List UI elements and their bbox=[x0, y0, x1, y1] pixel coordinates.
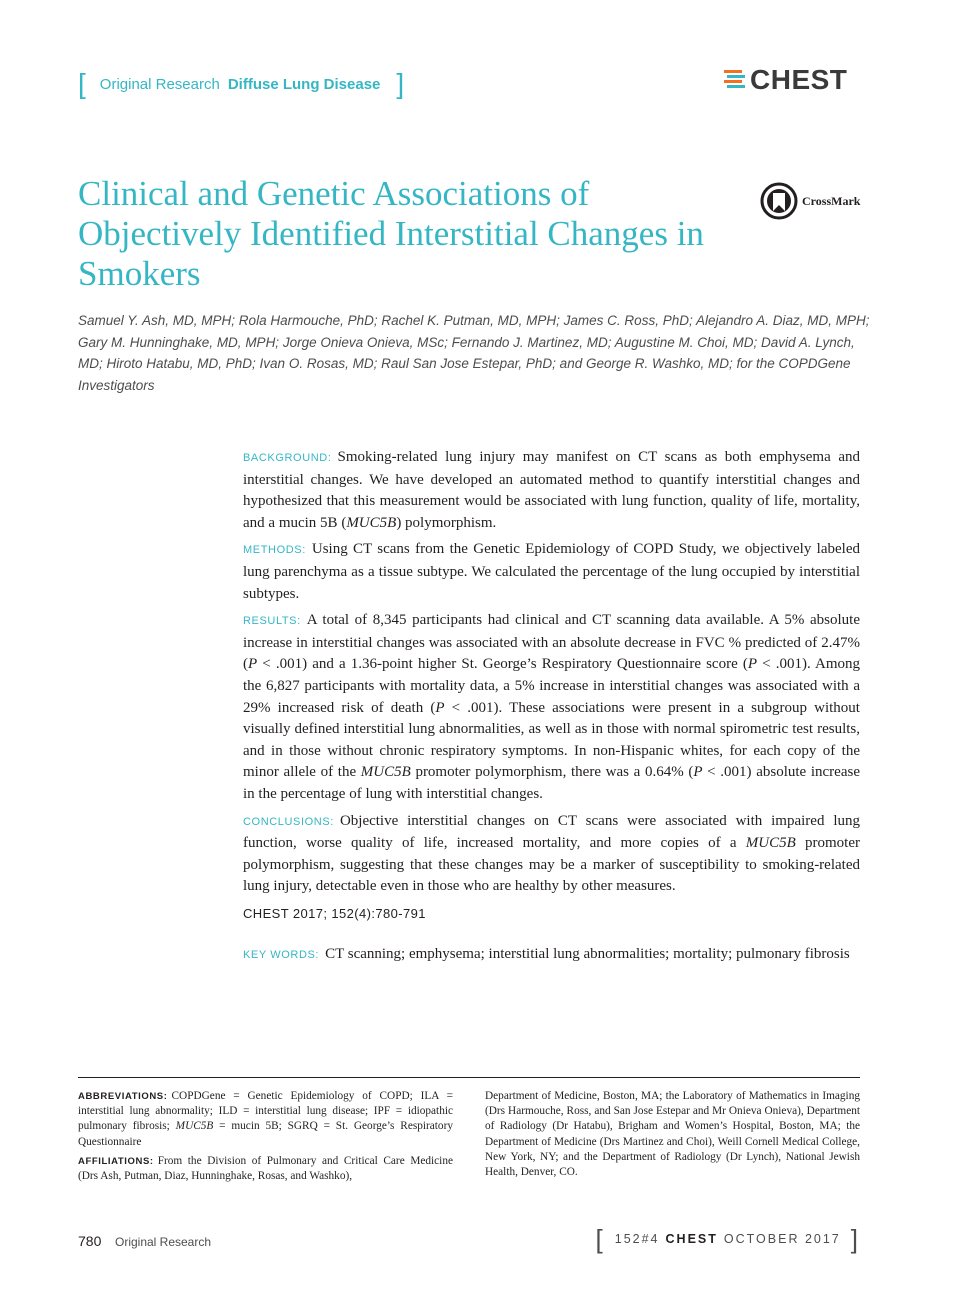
abstract-results: RESULTS: A total of 8,345 participants had clinical and CT scanning data available. A 5% absolute increase in interstitial changes was associated with an absolute decrease in FVC % predicted of 2.47% (P < .001) and a 1.36-point higher St. George’s Respiratory Questionnaire score (P < .001). Among the 6,827 participants with mortality data, a 5% increase in interstitial changes was associated with a 29% increased risk of death (P < .001). These associations were present in a subgroup without visually defined interstitial lung abnormalities, as well as in those with normal spirometric test results, and in those without chronic respiratory symptoms. In non-Hispanic whites, for each copy of the minor allele of the MUC5B promoter polymorphism, there was a 0.64% (P < .001) absolute increase in the percentage of lung with interstitial changes. bbox=[243, 612, 860, 802]
issue-date: OCTOBER 2017 bbox=[723, 1232, 841, 1246]
crossmark-icon bbox=[760, 182, 798, 220]
gene-name: MUC5B bbox=[346, 514, 397, 531]
background-label: BACKGROUND: bbox=[243, 452, 332, 464]
bracket-close: ] bbox=[396, 68, 405, 99]
gene-name: MUC5B bbox=[745, 835, 796, 852]
journal-logo bbox=[724, 64, 847, 96]
conclusions-label: CONCLUSIONS: bbox=[243, 815, 334, 828]
abbreviations: ABBREVIATIONS: COPDGene = Genetic Epidemiology of COPD; ILA = interstitial lung abnormality; ILD = interstitial lung disease; IPF = idiopathic pulmonary fibrosis; MUC5B = mucin 5B; SGRQ = St. George’s Respiratory Questionnaire bbox=[78, 1090, 453, 1148]
footnotes-right bbox=[485, 1089, 860, 1184]
page-number: 780 bbox=[78, 1233, 102, 1249]
methods-label: METHODS: bbox=[243, 544, 306, 557]
affiliations: AFFILIATIONS: From the Division of Pulmonary and Critical Care Medicine (Drs Ash, Putman, Diaz, Hunninghake, Rosas, and Washko), bbox=[78, 1154, 453, 1183]
header-topic: Diffuse Lung Disease bbox=[227, 75, 381, 93]
page-footer-left bbox=[78, 1233, 211, 1249]
citation: CHEST 2017; 152(4):780-791 bbox=[243, 905, 426, 921]
results-label: RESULTS: bbox=[243, 615, 301, 628]
bracket-close: ] bbox=[850, 1224, 860, 1254]
gene-name: MUC5B bbox=[360, 764, 411, 781]
footer-section: Original Research bbox=[114, 1235, 212, 1249]
affiliations-label: AFFILIATIONS: bbox=[78, 1155, 154, 1167]
footnote-divider bbox=[78, 1077, 860, 1078]
crossmark-badge[interactable] bbox=[760, 182, 860, 220]
keywords-label: KEY WORDS: bbox=[243, 949, 320, 962]
key-words: KEY WORDS: CT scanning; emphysema; interstitial lung abnormalities; mortality; pulmonary fibrosis bbox=[243, 946, 850, 963]
running-header bbox=[78, 70, 404, 98]
page-footer-issue bbox=[596, 1226, 860, 1252]
crossmark-label: CrossMark bbox=[802, 193, 861, 208]
bracket-open: [ bbox=[595, 1224, 605, 1254]
bracket-open: [ bbox=[78, 68, 86, 99]
footer-journal: CHEST bbox=[665, 1232, 718, 1246]
abbreviations-label: ABBREVIATIONS: bbox=[78, 1091, 168, 1102]
footnotes-left bbox=[78, 1089, 453, 1188]
affiliations-continued: Department of Medicine, Boston, MA; the Laboratory of Mathematics in Imaging (Drs Harmouche, Ross, and San Jose Estepar and Mr Onieva Onieva), Department of Radiology (Dr Hatabu), Brigham and Women’s Hospital, Boston, MA; the Department of Medicine (Drs Martinez and Choi), Weill Cornell Medical College, New York, NY; and the Department of Radiology (Dr Lynch), National Jewish Health, Denver, CO. bbox=[485, 1090, 860, 1179]
header-section: Original Research bbox=[99, 75, 220, 93]
author-list: Samuel Y. Ash, MD, MPH; Rola Harmouche, PhD; Rachel K. Putman, MD, MPH; James C. Ross, PhD; Alejandro A. Diaz, MD, MPH; Gary M. Hunninghake, MD, MPH; Jorge Onieva Onieva, MSc; Fernando J. Martinez, MD; Augustine M. Choi, MD; David A. Lynch, MD; Hiroto Hatabu, MD, PhD; Ivan O. Rosas, MD; Raul San Jose Estepar, PhD; and George R. Washko, MD; for the COPDGene Investigators bbox=[78, 313, 870, 393]
abstract bbox=[243, 447, 860, 972]
chest-logo-icon bbox=[724, 68, 746, 92]
abstract-background: BACKGROUND: Smoking-related lung injury may manifest on CT scans as both emphysema and interstitial changes. We have developed an automated method to quantify interstitial changes and hypothesized that this measurement would be associated with lung function, quality of life, mortality, and a mucin 5B (MUC5B) polymorphism. bbox=[243, 449, 860, 531]
article-title: Clinical and Genetic Associations of Objectively Identified Interstitial Changes in Smokers bbox=[78, 174, 704, 293]
journal-logo-text: CHEST bbox=[750, 64, 848, 95]
abstract-conclusions: CONCLUSIONS: Objective interstitial changes on CT scans were associated with impaired lung function, worse quality of life, increased mortality, and more copies of a MUC5B promoter polymorphism, suggesting that these changes may be a marker of susceptibility to smoking-related lung injury, detectable even in those who are healthy by other measures. bbox=[243, 812, 860, 895]
abstract-methods: METHODS: Using CT scans from the Genetic Epidemiology of COPD Study, we objectively labeled lung parenchyma as a tissue subtype. We calculated the percentage of the lung occupied by interstitial subtypes. bbox=[243, 541, 860, 602]
issue-number: 152#4 bbox=[614, 1232, 660, 1246]
